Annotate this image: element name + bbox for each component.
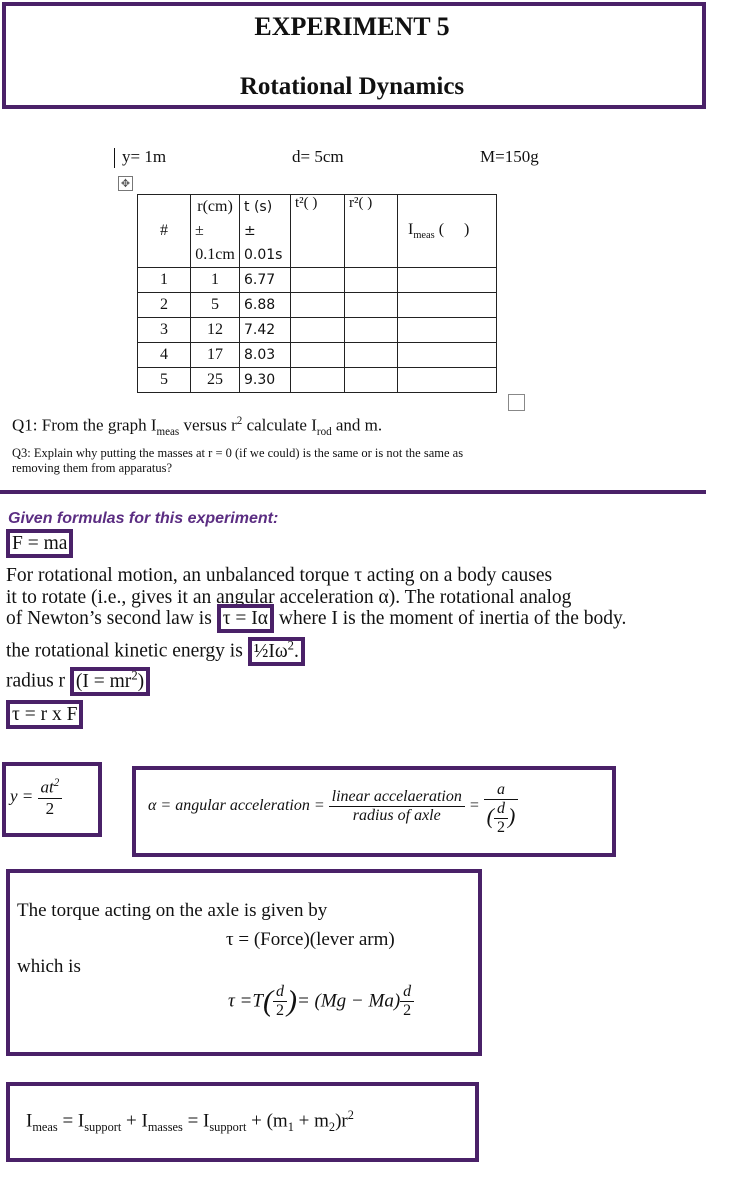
table-row	[138, 268, 497, 293]
formula-cross-product	[6, 704, 83, 726]
cell-imeas[interactable]	[398, 293, 497, 318]
t-header-unc: 0.01s	[244, 247, 283, 263]
cell-t[interactable]: 8.03	[240, 343, 291, 368]
question-1: Q1: From the graph $I_{meas}$ versus $r^2$ calculate $I_{rod}$ and m.	[12, 415, 383, 439]
formulas-heading: Given formulas for this experiment:	[8, 510, 279, 527]
col-header-t2: t²( )	[291, 195, 345, 268]
r-header-unc: 0.1cm	[195, 246, 235, 263]
cell-r[interactable]: 12	[191, 318, 240, 343]
table-row	[138, 343, 497, 368]
table-resize-handle[interactable]	[508, 394, 525, 411]
param-y: y= 1m	[122, 147, 167, 166]
col-header-r	[191, 195, 240, 268]
page-title: EXPERIMENT 5	[254, 12, 450, 41]
formula-y: y = $\frac{at^2}{2}$	[10, 777, 62, 819]
cell-r[interactable]: 1	[191, 268, 240, 293]
cell-r2[interactable]	[345, 268, 398, 293]
formula-box-torque: τ = Iα	[217, 604, 274, 633]
t-header-label: t (s)	[244, 199, 273, 215]
table-row	[138, 293, 497, 318]
section-divider	[0, 490, 706, 494]
cell-imeas[interactable]	[398, 368, 497, 393]
formula-box-inertia: $(I = mr^2)$	[70, 667, 150, 696]
col-header-imeas: $I_{meas}$ ( )	[398, 195, 497, 268]
formula-newton	[6, 533, 73, 555]
table-move-handle-icon[interactable]: ✥	[118, 176, 133, 191]
cell-imeas[interactable]	[398, 268, 497, 293]
cell-r[interactable]: 25	[191, 368, 240, 393]
r-header-label: r(cm)	[197, 198, 233, 215]
cell-t[interactable]: 6.88	[240, 293, 291, 318]
param-d: d= 5cm	[292, 147, 344, 166]
cell-t2[interactable]	[291, 318, 345, 343]
cell-t2[interactable]	[291, 368, 345, 393]
cell-t2[interactable]	[291, 293, 345, 318]
col-header-num: #	[138, 195, 191, 268]
cell-t[interactable]: 6.77	[240, 268, 291, 293]
text-line-4: the rotational kinetic energy is $\frac{1}{2}I\omega^2$.	[6, 638, 305, 663]
text-line-5: radius r $(I = mr^2)$	[6, 668, 150, 693]
formula-box-cross: τ = r x F	[6, 700, 83, 729]
cell-n[interactable]: 5	[138, 368, 191, 393]
table-row	[138, 368, 497, 393]
torque-text-3: which is	[17, 956, 81, 977]
cell-t2[interactable]	[291, 268, 345, 293]
t-header-pm: ±	[244, 223, 256, 239]
torque-text-1: The torque acting on the axle is given by	[17, 900, 328, 921]
cell-t[interactable]: 7.42	[240, 318, 291, 343]
cell-n[interactable]: 1	[138, 268, 191, 293]
cell-r2[interactable]	[345, 293, 398, 318]
torque-text-2: τ = (Force)(lever arm)	[226, 929, 395, 950]
cell-n[interactable]: 4	[138, 343, 191, 368]
text-line-1: For rotational motion, an unbalanced torque τ acting on a body causes	[6, 565, 553, 586]
r-header-pm: ±	[195, 222, 204, 239]
torque-equation: τ =T( $\frac{d}{2}$ )= (Mg − Ma) $\frac{d}{2}$	[228, 983, 414, 1020]
cell-imeas[interactable]	[398, 318, 497, 343]
imeas-equation: $I_{meas} = I_{support} + I_{masses} = I_{support} + (m_1 + m_2)r^2$	[26, 1108, 354, 1135]
cell-r2[interactable]	[345, 343, 398, 368]
cell-n[interactable]: 3	[138, 318, 191, 343]
col-header-t	[240, 195, 291, 268]
cell-r[interactable]: 17	[191, 343, 240, 368]
text-line-2: it to rotate (i.e., gives it an angular acceleration α). The rotational analog	[6, 587, 572, 608]
formula-box-fma: F = ma	[6, 529, 73, 558]
cell-t[interactable]: 9.30	[240, 368, 291, 393]
data-table	[137, 194, 497, 393]
question-3: Q3: Explain why putting the masses at r = 0 (if we could) is the same or is not the same as removing them from apparatus?	[12, 446, 464, 475]
table-row	[138, 318, 497, 343]
param-M: M=150g	[480, 147, 539, 166]
cell-r2[interactable]	[345, 318, 398, 343]
col-header-r2: r²( )	[345, 195, 398, 268]
table-header-row	[138, 195, 497, 268]
page-subtitle: Rotational Dynamics	[239, 73, 465, 100]
cell-r[interactable]: 5	[191, 293, 240, 318]
cell-t2[interactable]	[291, 343, 345, 368]
cell-r2[interactable]	[345, 368, 398, 393]
formula-box-ke: $\frac{1}{2}I\omega^2$.	[248, 637, 305, 666]
cell-imeas[interactable]	[398, 343, 497, 368]
cell-n[interactable]: 2	[138, 293, 191, 318]
formula-alpha: α = angular acceleration = $\frac{\text{linear accelaeration}}{\text{radius of axle}}$ = a ( $\frac{d}{2}$ )	[148, 775, 518, 837]
text-cursor	[114, 148, 115, 168]
text-line-3: of Newton’s second law is τ = Iα where I is the moment of inertia of the body.	[6, 608, 626, 630]
